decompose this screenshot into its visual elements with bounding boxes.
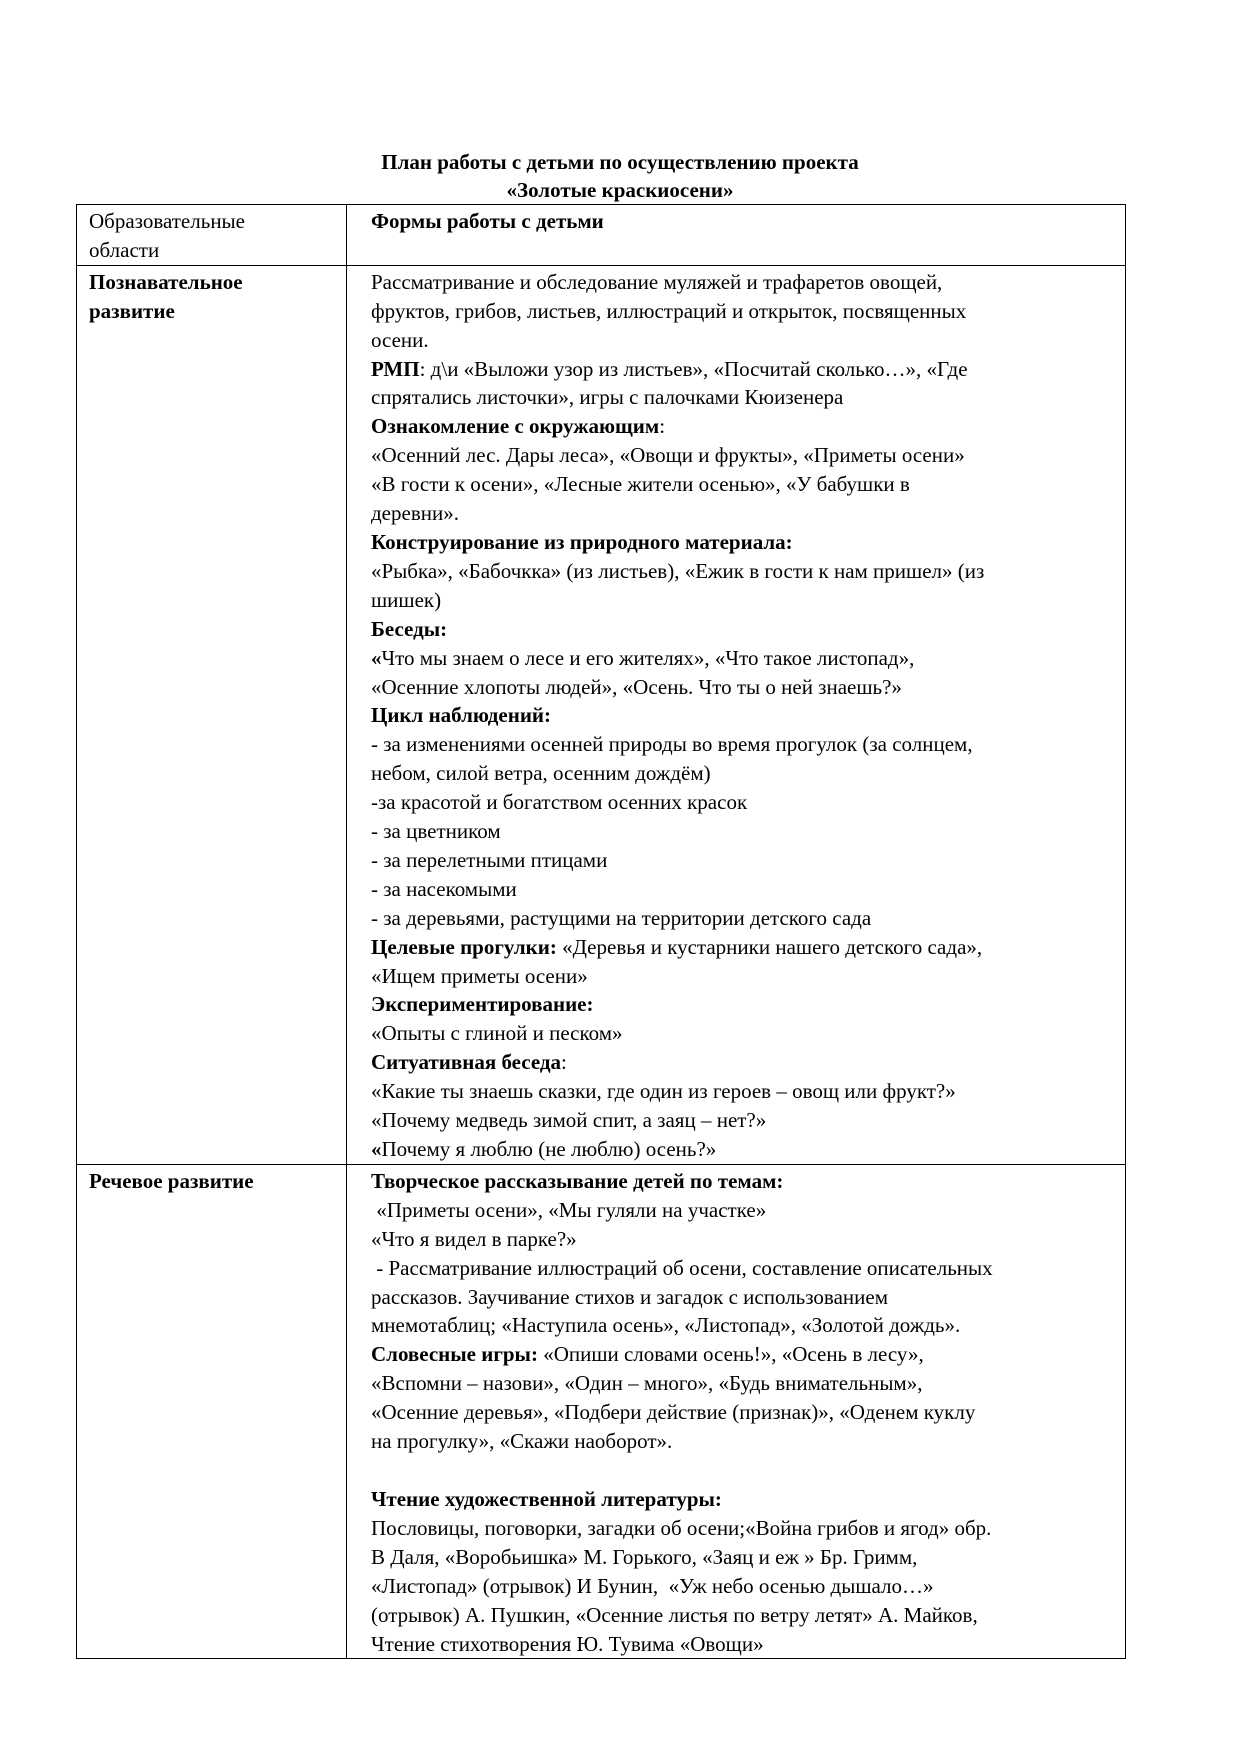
text-line: «В гости к осени», «Лесные жители осенью», «У бабушки в (371, 472, 910, 497)
area-cognitive (77, 265, 347, 1164)
text-line: - за перелетными птицами (371, 847, 608, 872)
section-heading: Творческое рассказывание детей по темам: (371, 1168, 784, 1193)
section-heading: Беседы: (371, 616, 448, 641)
section-heading: Словесные игры: (371, 1342, 538, 1367)
blank-line (371, 1456, 1119, 1485)
text-line: «Рыбка», «Бабочкка» (из листьев), «Ежик в гости к нам пришел» (из (371, 558, 985, 583)
section-heading: Ознакомление с окружающим (371, 414, 660, 439)
text-line: рассказов. Заучивание стихов и загадок с использованием (371, 1284, 888, 1309)
section-heading: Конструирование из природного материала: (371, 529, 793, 554)
text-line (371, 1048, 1119, 1077)
table-row (77, 1164, 1126, 1659)
text-line: на прогулку», «Скажи наоборот». (371, 1429, 673, 1454)
text-line: «Приметы осени», «Мы гуляли на участке» (371, 1197, 767, 1222)
table-row (77, 265, 1126, 1164)
header-areas-line: области (89, 237, 160, 262)
area-label: Речевое развитие (89, 1168, 254, 1193)
text-line (371, 644, 1119, 673)
text-fragment: : (659, 414, 666, 439)
text-line: (отрывок) А. Пушкин, «Осенние листья по ветру летят» А. Майков, (371, 1602, 978, 1627)
section-heading: Ситуативная беседа (371, 1050, 561, 1075)
text-fragment: : д\и «Выложи узор из листьев», «Посчитай сколько…», «Где (419, 356, 968, 381)
text-line: - за цветником (371, 819, 501, 844)
text-line: «Опыты с глиной и песком» (371, 1021, 623, 1046)
header-forms-label: Формы работы с детьми (371, 209, 604, 233)
text-line (371, 615, 1119, 644)
text-line: Чтение стихотворения Ю. Тувима «Овощи» (371, 1631, 764, 1656)
forms-speech (347, 1164, 1126, 1659)
text-line (371, 701, 1119, 730)
text-line: В Даля, «Воробьишка» М. Горького, «Заяц и еж » Бр. Гримм, (371, 1544, 918, 1569)
header-forms (347, 205, 1126, 266)
text-line: фруктов, грибов, листьев, иллюстраций и открыток, посвященных (371, 298, 967, 323)
text-line: «Ищем приметы осени» (371, 963, 588, 988)
text-line: «Вспомни – назови», «Один – много», «Будь внимательным», (371, 1371, 923, 1396)
section-heading: Экспериментирование: (371, 992, 594, 1017)
header-areas-line: Образовательные (89, 209, 245, 233)
text-line (371, 1135, 1119, 1164)
text-line: «Почему медведь зимой спит, а заяц – нет?» (371, 1108, 767, 1133)
area-label: Познавательное (89, 269, 243, 294)
text-line: небом, силой ветра, осенним дождём) (371, 761, 711, 786)
text-line (371, 933, 1119, 962)
text-line (371, 1485, 1119, 1514)
text-line (371, 990, 1119, 1019)
text-line: «Листопад» (отрывок) И Бунин, «Уж небо осенью дышало…» (371, 1573, 934, 1598)
text-line (371, 355, 1119, 384)
text-line: деревни». (371, 501, 459, 526)
text-fragment: : (561, 1050, 567, 1075)
section-heading: Цикл наблюдений: (371, 703, 552, 728)
section-heading: Чтение художественной литературы: (371, 1486, 722, 1511)
header-areas (77, 205, 347, 266)
forms-cognitive (347, 265, 1126, 1164)
section-heading: РМП (371, 356, 420, 381)
text-line: «Какие ты знаешь сказки, где один из героев – овощ или фрукт?» (371, 1079, 956, 1104)
text-line: «Осенние деревья», «Подбери действие (признак)», «Оденем куклу (371, 1400, 976, 1425)
text-line: Пословицы, поговорки, загадки об осени;«Война грибов и ягод» обр. (371, 1515, 992, 1540)
text-line (371, 412, 1119, 441)
text-line: спрятались листочки», игры с палочками Кюизенера (371, 385, 844, 410)
project-name: «Золотые краскиосени» (506, 178, 734, 202)
text-line: -за красотой и богатством осенних красок (371, 790, 748, 815)
text-line: осени. (371, 327, 429, 352)
text-fragment: Что мы знаем о лесе и его жителях», «Что такое листопад», (381, 645, 915, 670)
text-line: - за изменениями осенней природы во время прогулок (за солнцем, (371, 732, 973, 757)
text-fragment: Почему я люблю (не люблю) осень?» (381, 1137, 717, 1161)
text-line (371, 1340, 1119, 1369)
text-line: «Осенний лес. Дары леса», «Овощи и фрукты», «Приметы осени» (371, 443, 965, 468)
text-fragment: «Деревья и кустарники нашего детского сада», (556, 934, 983, 959)
area-label: развитие (89, 298, 175, 323)
text-line: - Рассматривание иллюстраций об осени, составление описательных (371, 1255, 993, 1280)
text-line: шишек) (371, 587, 442, 612)
document-title: План работы с детьми по осуществлению проекта (381, 150, 859, 174)
plan-table (76, 204, 1126, 1659)
text-line: мнемотаблиц; «Наступила осень», «Листопад», «Золотой дождь». (371, 1313, 961, 1338)
text-fragment: «Опиши словами осень!», «Осень в лесу», (537, 1342, 924, 1367)
text-fragment: « (371, 645, 382, 670)
text-line: Рассматривание и обследование муляжей и трафаретов овощей, (371, 269, 943, 294)
text-line (371, 528, 1119, 557)
text-line: «Осенние хлопоты людей», «Осень. Что ты о ней знаешь?» (371, 674, 902, 699)
section-heading: Целевые прогулки: (371, 934, 557, 959)
text-line: - за насекомыми (371, 876, 517, 901)
text-line: «Что я видел в парке?» (371, 1226, 577, 1251)
text-line (371, 1167, 1119, 1196)
table-header-row (77, 205, 1126, 266)
text-line: - за деревьями, растущими на территории детского сада (371, 905, 872, 930)
text-fragment: « (371, 1137, 382, 1161)
area-speech (77, 1164, 347, 1659)
